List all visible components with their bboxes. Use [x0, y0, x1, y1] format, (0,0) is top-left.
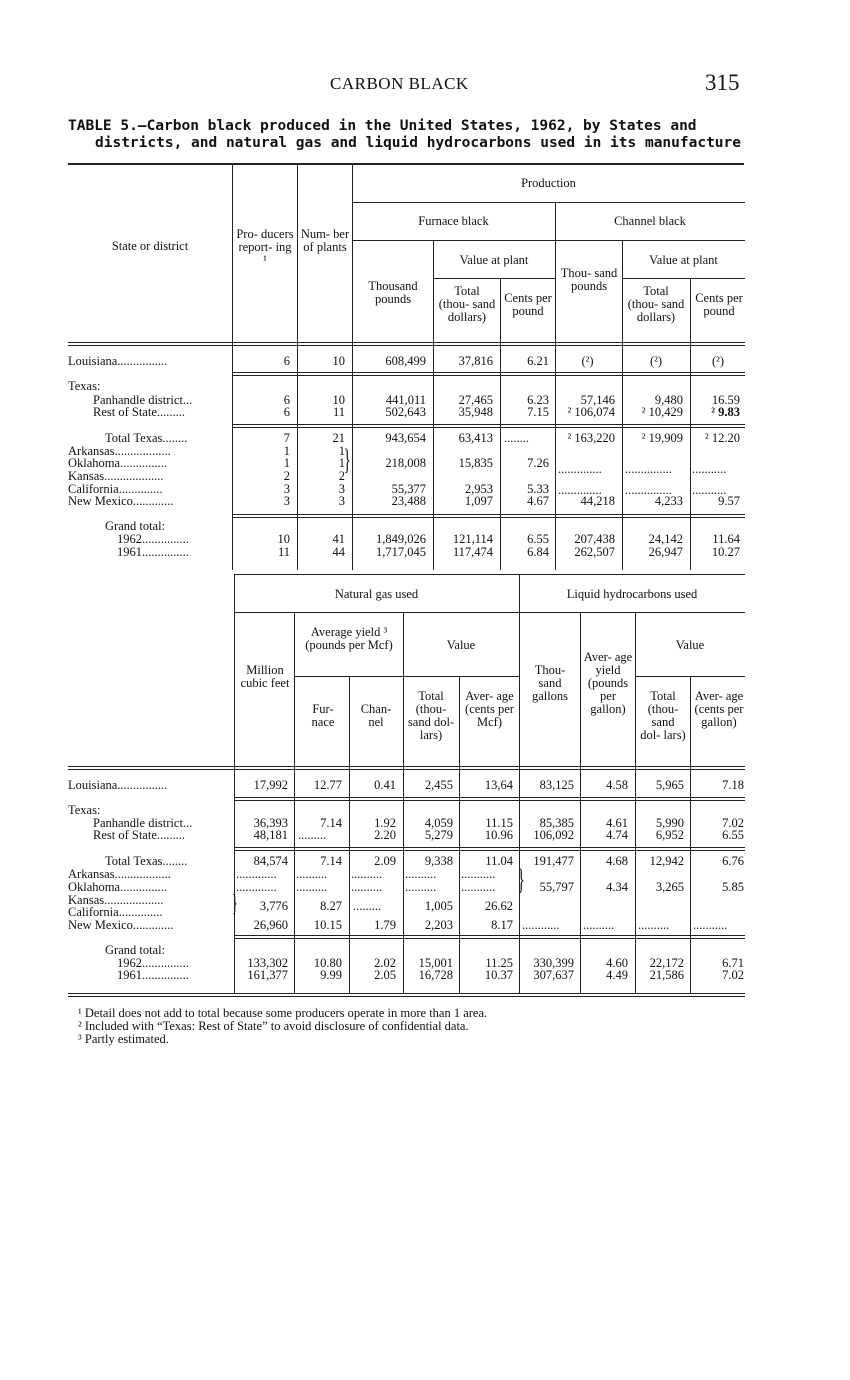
- cell-dashes: ..........: [296, 880, 328, 894]
- stub-louisiana: Louisiana................: [68, 778, 168, 792]
- cell: 441,011: [385, 393, 426, 407]
- cell-dashes: ..........: [351, 880, 383, 894]
- header-liquid-total: Total (thou- sand dol- lars): [640, 689, 686, 742]
- cell: 2.05: [374, 968, 396, 982]
- cell: 4.58: [606, 778, 628, 792]
- cell: 16.59: [711, 393, 740, 407]
- cell: (²): [711, 354, 725, 368]
- caption-line-1: TABLE 5.—Carbon black produced in the United States, 1962, by States and: [68, 118, 697, 134]
- header-furnace-total: Total (thou- sand dollars): [438, 284, 496, 324]
- stub-total-texas: Total Texas........: [105, 431, 188, 445]
- cell-dashes: .........: [353, 899, 382, 913]
- cell: 83,125: [539, 778, 574, 792]
- cell: 3: [338, 494, 345, 508]
- cell: 6: [283, 354, 290, 368]
- cell: 161,377: [247, 968, 288, 982]
- cell: 1: [283, 456, 290, 470]
- cell: 4.34: [606, 880, 628, 894]
- cell: (²): [649, 354, 663, 368]
- cell: 2.20: [374, 828, 396, 842]
- cell: 4,233: [654, 494, 683, 508]
- stub-arkansas: Arkansas..................: [68, 867, 171, 881]
- cell: 330,399: [533, 956, 574, 970]
- cell: 5.33: [527, 482, 549, 496]
- header-channel-cents: Cents per pound: [695, 291, 743, 318]
- rule: [68, 766, 745, 770]
- cell: 7.02: [722, 816, 744, 830]
- cell: (²): [581, 354, 594, 368]
- rule: [234, 574, 745, 575]
- cell: 35,948: [458, 405, 493, 419]
- cell: 48,181: [253, 828, 288, 842]
- cell: 1: [283, 444, 290, 458]
- cell: 2,455: [424, 778, 453, 792]
- cell-dashes: ..............: [558, 462, 602, 476]
- cell: 1,097: [464, 494, 493, 508]
- stub-total-texas: Total Texas........: [105, 854, 188, 868]
- cell: 502,643: [385, 405, 426, 419]
- header-gas-value: Value: [446, 638, 476, 652]
- cell: 2: [338, 469, 345, 483]
- cell-dashes: ........: [504, 431, 529, 445]
- cell-dashes: ...........: [461, 880, 496, 894]
- cell: 6.23: [527, 393, 549, 407]
- rule: [622, 240, 623, 570]
- cell: 9,480: [654, 393, 683, 407]
- cell: 44: [332, 545, 345, 559]
- rule: [68, 342, 745, 346]
- cell: 262,507: [574, 545, 615, 559]
- stub-california: California..............: [68, 905, 163, 919]
- cell: 1.79: [374, 918, 396, 932]
- cell: 7: [283, 431, 290, 445]
- cell: 5.85: [722, 880, 744, 894]
- cell-dashes: ...........: [461, 867, 496, 881]
- cell: 133,302: [247, 956, 288, 970]
- cell: 85,385: [539, 816, 574, 830]
- stub-rest-of-state: Rest of State.........: [93, 405, 186, 419]
- cell: 8.27: [320, 899, 342, 913]
- cell-dashes: .............: [236, 867, 277, 881]
- cell: 10.96: [484, 828, 513, 842]
- cell-dashes: ............: [522, 918, 560, 932]
- header-thousand-gallons: Thou- sand gallons: [531, 663, 569, 703]
- header-average-yield: Average yield ³ (pounds per Mcf): [305, 625, 393, 652]
- header-gas-average: Aver- age (cents per Mcf): [465, 689, 514, 729]
- cell: 2,953: [464, 482, 493, 496]
- header-channel-value: Value at plant: [649, 253, 718, 267]
- header-liquid-average: Aver- age (cents per gallon): [694, 689, 744, 729]
- footnote-2: ² Included with “Texas: Rest of State” to avoid disclosure of confidential data.: [78, 1019, 469, 1033]
- header-thousand-pounds: Thousand pounds: [368, 279, 418, 306]
- brace-icon: }: [517, 863, 525, 896]
- stub-louisiana: Louisiana................: [68, 354, 168, 368]
- cell: 10.37: [484, 968, 513, 982]
- cell: 12,942: [649, 854, 684, 868]
- cell: 44,218: [580, 494, 615, 508]
- cell: 24,142: [648, 532, 683, 546]
- rule: [459, 676, 460, 994]
- header-furnace-value: Value at plant: [459, 253, 529, 267]
- cell: 4.74: [606, 828, 628, 842]
- cell: 3: [283, 482, 290, 496]
- table-caption: [68, 118, 748, 152]
- rule: [519, 574, 520, 994]
- header-plants: Num- ber of plants: [300, 227, 350, 254]
- cell: ² 163,220: [567, 431, 615, 445]
- cell: 7.26: [527, 456, 549, 470]
- page-number: 315: [705, 70, 740, 95]
- rule: [622, 278, 745, 279]
- rule: [433, 278, 555, 279]
- cell: 10.15: [313, 918, 342, 932]
- cell: 5,279: [424, 828, 453, 842]
- table-top-rule: [68, 163, 744, 165]
- cell: 1.92: [374, 816, 396, 830]
- cell: 8.17: [491, 918, 513, 932]
- stub-kansas: Kansas...................: [68, 893, 164, 907]
- stub-arkansas: Arkansas..................: [68, 444, 171, 458]
- cell: 9,338: [424, 854, 453, 868]
- caption-line-2: districts, and natural gas and liquid hydrocarbons used in its manufacture: [95, 135, 742, 151]
- footnote-3: ³ Partly estimated.: [78, 1032, 169, 1046]
- cell: 7.14: [320, 854, 342, 868]
- header-channel-pounds: Thou- sand pounds: [560, 266, 618, 293]
- stub-1962: 1962...............: [117, 532, 189, 546]
- stub-texas: Texas:: [68, 803, 101, 817]
- stub-texas: Texas:: [68, 379, 101, 393]
- cell-dashes: ...........: [692, 462, 727, 476]
- cell: 191,477: [533, 854, 574, 868]
- cell: 1: [338, 456, 345, 470]
- cell: 117,474: [452, 545, 493, 559]
- cell-dashes: ..........: [405, 867, 437, 881]
- cell: 4,059: [424, 816, 453, 830]
- header-liquid-hydrocarbons: Liquid hydrocarbons used: [566, 587, 698, 601]
- cell: 37,816: [458, 354, 493, 368]
- rule: [297, 165, 298, 570]
- cell: 10: [332, 393, 345, 407]
- cell: 5,965: [655, 778, 684, 792]
- rule: [232, 372, 745, 376]
- rule: [234, 935, 745, 939]
- stub-grand-total: Grand total:: [105, 519, 166, 533]
- cell: 6.21: [527, 354, 549, 368]
- header-liquid-value: Value: [675, 638, 705, 652]
- cell: 1,005: [424, 899, 453, 913]
- header-gas-total: Total (thou- sand dol- lars): [407, 689, 455, 742]
- cell: 9.99: [320, 968, 342, 982]
- stub-kansas: Kansas...................: [68, 469, 164, 483]
- rule: [352, 202, 745, 203]
- cell: 2: [283, 469, 290, 483]
- cell-dashes: .........: [298, 828, 327, 842]
- cell: 4.67: [527, 494, 549, 508]
- cell: 3,265: [655, 880, 684, 894]
- cell: 6.55: [527, 532, 549, 546]
- rule: [433, 240, 434, 570]
- cell: 6: [283, 393, 290, 407]
- cell: 11.25: [485, 956, 513, 970]
- cell: 55,377: [391, 482, 426, 496]
- rule: [690, 676, 691, 994]
- cell: 7.15: [527, 405, 549, 419]
- cell: 2.09: [374, 854, 396, 868]
- cell: 106,092: [533, 828, 574, 842]
- cell: 26,960: [253, 918, 288, 932]
- cell: 6.76: [722, 854, 744, 868]
- cell: 1: [338, 444, 345, 458]
- header-producers: Pro- ducers report- ing ¹: [236, 227, 294, 267]
- cell: 943,654: [385, 431, 426, 445]
- cell: 0.41: [374, 778, 396, 792]
- cell: 6: [283, 405, 290, 419]
- header-yield-per-gallon: Aver- age yield (pounds per gallon): [583, 650, 633, 716]
- cell: 6.55: [722, 828, 744, 842]
- cell-dashes: ..........: [296, 867, 328, 881]
- cell: 121,114: [452, 532, 493, 546]
- cell-dashes: ..........: [583, 918, 615, 932]
- cell-dashes: .............: [236, 880, 277, 894]
- header-natural-gas: Natural gas used: [334, 587, 419, 601]
- cell: 23,488: [391, 494, 426, 508]
- rule: [635, 676, 745, 677]
- cell: ² 19,909: [641, 431, 683, 445]
- cell: 36,393: [253, 816, 288, 830]
- rule: [349, 676, 350, 994]
- rule: [232, 165, 233, 570]
- rule: [68, 993, 745, 997]
- header-channel-black: Channel black: [614, 214, 686, 228]
- cell: 3: [338, 482, 345, 496]
- stub-panhandle: Panhandle district...: [93, 393, 193, 407]
- cell: 26,947: [648, 545, 683, 559]
- cell: 11: [277, 545, 290, 559]
- cell-dashes: ..........: [405, 880, 437, 894]
- cell: 10: [277, 532, 290, 546]
- header-production: Production: [521, 176, 576, 190]
- cell: 63,413: [458, 431, 493, 445]
- cell: 7.14: [320, 816, 342, 830]
- cell: 4.60: [606, 956, 628, 970]
- cell-dashes: ...............: [625, 462, 672, 476]
- cell: 5,990: [655, 816, 684, 830]
- running-title: CARBON BLACK: [330, 74, 469, 93]
- stub-new-mexico: New Mexico.............: [68, 918, 174, 932]
- cell: 3,776: [259, 899, 288, 913]
- rule: [234, 847, 745, 851]
- rule: [232, 514, 745, 518]
- cell: 1,849,026: [376, 532, 426, 546]
- cell: 2.02: [374, 956, 396, 970]
- stub-1962: 1962...............: [117, 956, 189, 970]
- cell: 21,586: [649, 968, 684, 982]
- header-million-cubic-feet: Million cubic feet: [240, 663, 290, 690]
- cell: 2,203: [424, 918, 453, 932]
- cell-dashes: ...........: [693, 918, 728, 932]
- cell: 11.64: [712, 532, 740, 546]
- cell-dashes: ..........: [638, 918, 670, 932]
- brace-icon: }: [231, 891, 238, 917]
- cell: 4.61: [606, 816, 628, 830]
- cell: 608,499: [385, 354, 426, 368]
- rule: [232, 424, 745, 428]
- rule: [352, 240, 745, 241]
- cell: ² 9.83: [711, 405, 740, 419]
- cell-dashes: ..........: [351, 867, 383, 881]
- header-state: State or district: [111, 239, 189, 253]
- rule: [234, 574, 235, 994]
- cell: 6,952: [655, 828, 684, 842]
- cell: 10: [332, 354, 345, 368]
- stub-rest-of-state: Rest of State.........: [93, 828, 186, 842]
- cell: 10.27: [711, 545, 740, 559]
- cell: 10.80: [313, 956, 342, 970]
- cell: 307,637: [533, 968, 574, 982]
- stub-oklahoma: Oklahoma...............: [68, 880, 167, 894]
- cell: 9.57: [718, 494, 740, 508]
- header-channel: Chan- nel: [360, 702, 392, 729]
- stub-new-mexico: New Mexico.............: [68, 494, 174, 508]
- cell: 6.84: [527, 545, 549, 559]
- cell-dashes: ...............: [625, 483, 672, 497]
- rule: [234, 612, 745, 613]
- cell: 11.04: [485, 854, 513, 868]
- header-furnace: Fur- nace: [311, 702, 335, 729]
- cell-dashes: ..............: [558, 483, 602, 497]
- cell: 41: [332, 532, 345, 546]
- cell: 11.15: [485, 816, 513, 830]
- cell: 27,465: [458, 393, 493, 407]
- stub-panhandle: Panhandle district...: [93, 816, 193, 830]
- cell: ² 10,429: [641, 405, 683, 419]
- header-furnace-cents: Cents per pound: [504, 291, 552, 318]
- cell: 11: [332, 405, 345, 419]
- cell: 12.77: [313, 778, 342, 792]
- cell: 21: [332, 431, 345, 445]
- stub-grand-total: Grand total:: [105, 943, 166, 957]
- cell: 17,992: [253, 778, 288, 792]
- cell: 13,64: [484, 778, 513, 792]
- stub-1961: 1961...............: [117, 968, 189, 982]
- cell: 7.02: [722, 968, 744, 982]
- header-channel-total: Total (thou- sand dollars): [627, 284, 685, 324]
- cell: 57,146: [580, 393, 615, 407]
- stub-oklahoma: Oklahoma...............: [68, 456, 167, 470]
- cell: 7.18: [722, 778, 744, 792]
- header-furnace-black: Furnace black: [418, 214, 489, 228]
- cell: 6.71: [722, 956, 744, 970]
- cell: 218,008: [385, 456, 426, 470]
- cell: 4.49: [606, 968, 628, 982]
- cell: 22,172: [649, 956, 684, 970]
- brace-icon: }: [343, 443, 351, 476]
- cell: 15,835: [458, 456, 493, 470]
- cell: 4.68: [606, 854, 628, 868]
- cell: 55,797: [539, 880, 574, 894]
- stub-california: California..............: [68, 482, 163, 496]
- cell: 26.62: [484, 899, 513, 913]
- cell: 84,574: [253, 854, 288, 868]
- cell: 16,728: [418, 968, 453, 982]
- cell: 1,717,045: [376, 545, 426, 559]
- stub-1961: 1961...............: [117, 545, 189, 559]
- cell: ² 12.20: [705, 431, 740, 445]
- cell-dashes: ...........: [692, 483, 727, 497]
- cell: ² 106,074: [567, 405, 615, 419]
- cell: 207,438: [574, 532, 615, 546]
- rule: [294, 676, 519, 677]
- rule: [234, 797, 745, 801]
- cell: 15,001: [418, 956, 453, 970]
- cell: 3: [283, 494, 290, 508]
- footnote-1: ¹ Detail does not add to total because some producers operate in more than 1 area.: [78, 1006, 488, 1020]
